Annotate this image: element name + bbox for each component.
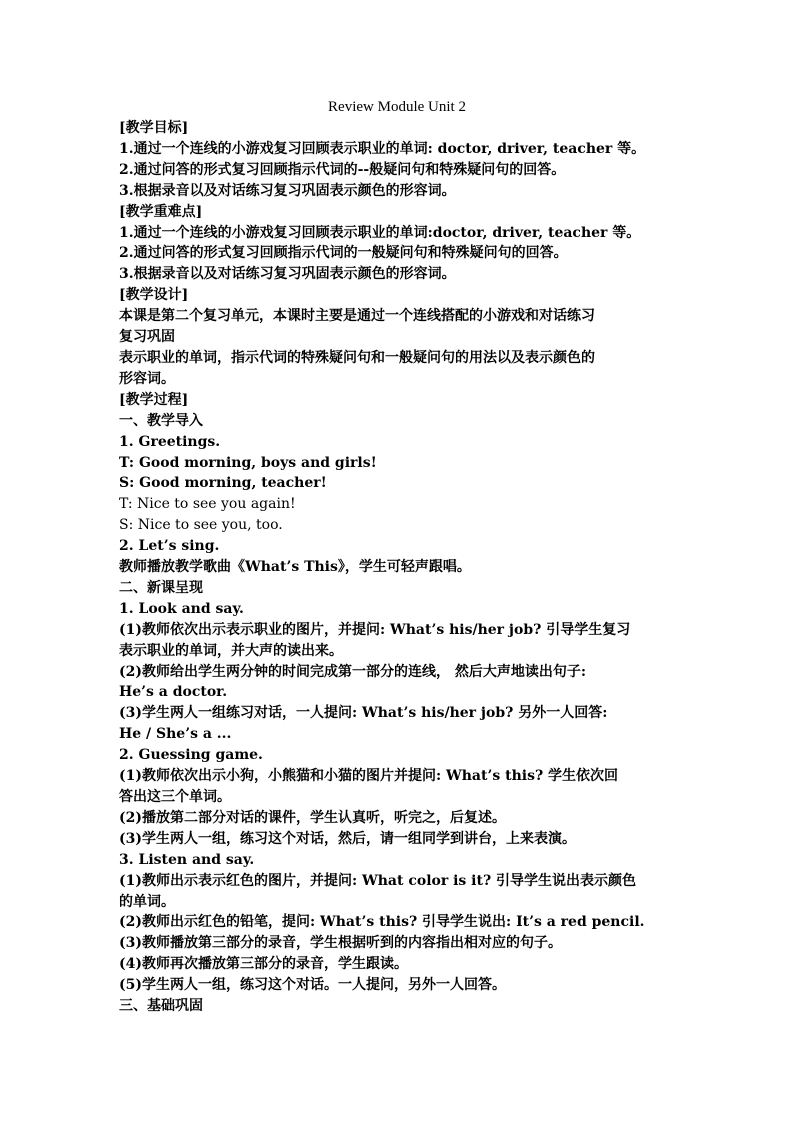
paragraph-line: (5)学生两人一组，练习这个对话。一人提问，另外一人回答。 [119,977,506,994]
paragraph-line: 复习巩固 [119,329,175,346]
paragraph-line: (1)教师依次出示表示职业的图片，并提问: What’s his/her job? 引导学生复习 [119,621,631,638]
paragraph-line: 的单词。 [119,893,175,910]
step-heading: 3. Listen and say. [119,851,255,868]
dialogue-line: S: Good morning, teacher! [119,475,327,492]
dialogue-line: T: Good morning, boys and girls! [119,454,377,471]
paragraph-line: He / She’s a ... [119,726,232,743]
paragraph-line: 本课是第二个复习单元，本课时主要是通过一个连线搭配的小游戏和对话练习 [119,308,595,325]
subsection-heading: 一、教学导入 [119,412,203,429]
paragraph-line: (3)学生两人一组，练习这个对话，然后，请一组同学到讲台，上来表演。 [119,830,576,847]
paragraph-line: 1.通过一个连线的小游戏复习回顾表示职业的单词: doctor, driver, teacher 等。 [119,140,646,157]
dialogue-line: S: Nice to see you, too. [119,517,283,534]
section-heading: [教学重难点] [119,203,203,220]
paragraph-line: (1)教师依次出示小狗，小熊猫和小猫的图片并提问: What’s this? 学生依次回 [119,768,619,785]
section-heading: [教学设计] [119,287,189,304]
paragraph-line: (3)学生两人一组练习对话，一人提问: What’s his/her job? 另外一人回答: [119,705,608,722]
paragraph-line: 2.通过问答的形式复习回顾指示代词的一般疑问句和特殊疑问句的回答。 [119,245,568,262]
paragraph-line: (4)教师再次播放第三部分的录音，学生跟读。 [119,956,408,973]
paragraph-line: 表示职业的单词，并大声的读出来。 [119,642,343,659]
paragraph-line: (3)教师播放第三部分的录音，学生根据听到的内容指出相对应的句子。 [119,935,562,952]
step-heading: 2. Let’s sing. [119,538,220,555]
subsection-heading: 三、基础巩固 [119,998,203,1015]
paragraph-line: (1)教师出示表示红色的图片，并提问: What color is it? 引导学生说出表示颜色 [119,872,637,889]
subsection-heading: 二、新课呈现 [119,579,203,596]
paragraph-line: 3.根据录音以及对话练习复习巩固表示颜色的形容词。 [119,266,456,283]
paragraph-line: 形容词。 [119,370,175,387]
paragraph-line: (2)教师出示红色的铅笔，提问: What’s this? 引导学生说出: It’s a red pencil. [119,914,645,931]
paragraph-line: He’s a doctor. [119,684,228,701]
step-heading: 1. Look and say. [119,600,244,617]
dialogue-line: T: Nice to see you again! [119,496,296,513]
paragraph-line: 表示职业的单词，指示代词的特殊疑问句和一般疑问句的用法以及表示颜色的 [119,349,595,366]
paragraph-line: (2)教师给出学生两分钟的时间完成第一部分的连线， 然后大声地读出句子: [119,663,587,680]
paragraph-line: 1.通过一个连线的小游戏复习回顾表示职业的单词:doctor, driver, teacher 等。 [119,224,641,241]
section-heading: [教学过程] [119,391,189,408]
document-body [119,118,679,1017]
paragraph-line: 答出这三个单词。 [119,789,231,805]
step-heading: 1. Greetings. [119,433,221,450]
paragraph-line: (2)播放第二部分对话的课件，学生认真听，听完之，后复述。 [119,809,506,826]
section-heading: [教学目标] [119,120,189,136]
step-heading: 2. Guessing game. [119,747,263,764]
paragraph-line: 2.通过问答的形式复习回顾指示代词的--般疑问句和特殊疑问句的回答。 [119,161,566,178]
document-title: Review Module Unit 2 [328,99,466,115]
paragraph-line: 3.根据录音以及对话练习复习巩固表示颜色的形容词。 [119,182,456,199]
paragraph-line: 教师播放教学歌曲《What’s This》，学生可轻声跟唱。 [119,559,471,576]
